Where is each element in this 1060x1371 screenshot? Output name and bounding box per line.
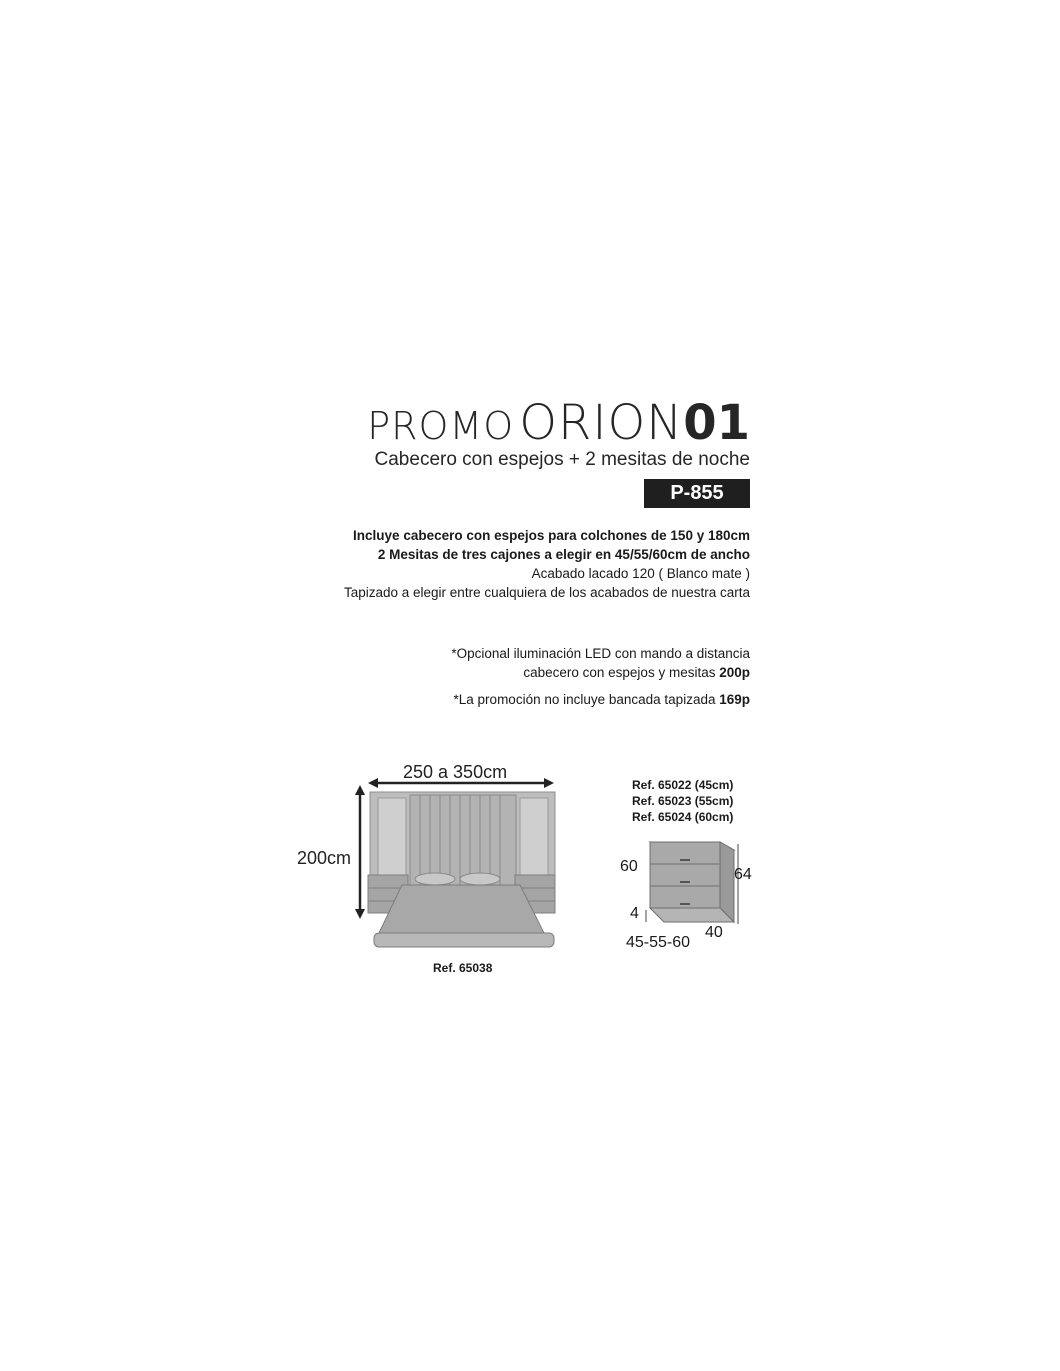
bed-illustration [350, 775, 570, 960]
nightstand-ref: Ref. 65022 (45cm) [632, 778, 734, 792]
feature-line: Incluye cabecero con espejos para colchones de 150 y 180cm [353, 528, 750, 543]
nightstand-references [632, 777, 733, 825]
nightstand-illustration [640, 838, 750, 938]
feature-line: 2 Mesitas de tres cajones a elegir en 45/55/60cm de ancho [377, 547, 750, 562]
bed-reference: Ref. 65038 [433, 961, 493, 975]
base-price: 169p [719, 692, 750, 707]
base-note-text: *La promoción no incluye bancada tapizada [453, 692, 720, 707]
bed-width-label: 250 a 350cm [403, 762, 508, 782]
page-title [367, 395, 750, 451]
led-option-note [451, 644, 750, 682]
base-exclusion-note [454, 692, 750, 707]
title-model-number: 01 [683, 395, 750, 451]
led-note-text: cabecero con espejos y mesitas [523, 665, 720, 680]
bed-height-label: 200cm [297, 848, 352, 868]
led-note-line [451, 663, 750, 682]
nightstand-ref: Ref. 65023 (55cm) [632, 794, 734, 808]
title-promo: PROMO [367, 404, 515, 448]
nightstand-total-height: 64 [734, 866, 752, 883]
nightstand-widths: 45-55-60 [626, 934, 691, 951]
subtitle: Cabecero con espejos + 2 mesitas de noche [374, 449, 750, 470]
nightstand-leg-height: 4 [630, 905, 639, 922]
nightstand-depth: 40 [705, 924, 723, 941]
product-code-badge: P-855 [644, 479, 750, 508]
feature-line: Acabado lacado 120 ( Blanco mate ) [531, 566, 750, 581]
led-price: 200p [719, 665, 750, 680]
title-model: ORION [519, 395, 684, 451]
nightstand-ref: Ref. 65024 (60cm) [632, 810, 734, 824]
feature-line: Tapizado a elegir entre cualquiera de los acabados de nuestra carta [343, 585, 750, 600]
feature-list [344, 526, 750, 602]
nightstand-body-height: 60 [620, 858, 638, 875]
led-note-line: *Opcional iluminación LED con mando a distancia [451, 646, 750, 661]
